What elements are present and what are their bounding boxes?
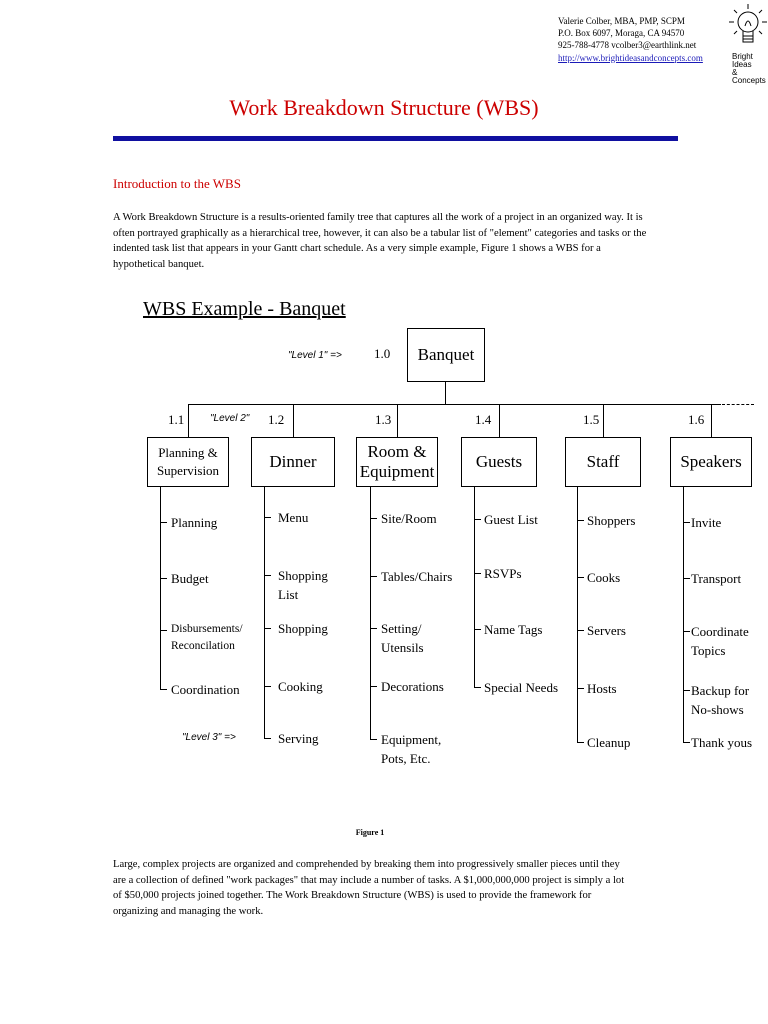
wbs-task-item: [381, 730, 441, 768]
task-label-line: RSVPs: [484, 566, 522, 581]
lightbulb-logo-icon: [728, 2, 768, 58]
task-label-line: List: [278, 587, 299, 602]
leaf-connector: [577, 520, 584, 521]
branch-box: [670, 437, 752, 487]
wbs-task-item: [587, 621, 626, 640]
leaf-connector: [370, 628, 377, 629]
leaf-connector: [683, 522, 690, 523]
wbs-task-item: [278, 566, 328, 604]
leaf-connector: [264, 517, 271, 518]
branch-label-line: Supervision: [156, 463, 220, 478]
level-3-label: "Level 3" =>: [182, 732, 236, 743]
leaf-connector: [160, 689, 167, 690]
leaf-connector: [683, 578, 690, 579]
wbs-task-item: [171, 513, 217, 532]
level-2-label: "Level 2": [210, 413, 250, 424]
intro-paragraph: A Work Breakdown Structure is a results-oriented family tree that captures all the work of a project in an organized way. It is often portrayed graphically as a hierarchical tree, however, it can also be a tabular list of "element" categories and tasks or the indented task list that appears in your Gantt chart schedule. As a very simple example, Figure 1 shows a WBS for a hypothetical banquet.: [113, 212, 647, 270]
task-label-line: Pots, Etc.: [381, 751, 431, 766]
wbs-task-item: [278, 508, 308, 527]
task-label-line: Reconcilation: [171, 640, 235, 652]
branch-number: 1.1: [168, 412, 185, 427]
wbs-task-item: [278, 729, 318, 748]
leaf-connector: [683, 631, 690, 632]
wbs-task-item: [381, 509, 437, 528]
task-label-line: Equipment,: [381, 732, 442, 747]
leaf-connector: [474, 519, 481, 520]
wbs-task-item: [381, 677, 444, 696]
branch-label-line: Speakers: [680, 452, 742, 471]
branch-connector: [397, 404, 398, 437]
branch-box: [356, 437, 438, 487]
title-divider: [113, 136, 678, 141]
wbs-task-item: [484, 620, 542, 639]
leaf-connector: [160, 522, 167, 523]
leaf-connector: [264, 628, 271, 629]
branch-stem-line: [160, 487, 161, 689]
task-label-line: Guest List: [484, 512, 538, 527]
page-title: Work Breakdown Structure (WBS): [229, 95, 539, 120]
branch-number: 1.5: [583, 412, 600, 427]
task-label-line: Utensils: [381, 640, 424, 655]
task-label-line: Thank yous: [691, 735, 753, 750]
branch-stem-line: [474, 487, 475, 687]
contact-address: P.O. Box 6097, Moraga, CA 94570: [558, 28, 685, 39]
leaf-connector: [370, 576, 377, 577]
branch-stem-line: [577, 487, 578, 742]
task-label-line: Cleanup: [587, 735, 631, 750]
task-label-line: Planning: [171, 515, 218, 530]
task-label-line: Serving: [278, 731, 319, 746]
leaf-connector: [577, 630, 584, 631]
branch-number: 1.3: [375, 412, 392, 427]
branch-number: 1.6: [688, 412, 705, 427]
leaf-connector: [683, 690, 690, 691]
wbs-task-item: [171, 621, 243, 655]
level-2-bus-line: [188, 404, 721, 405]
branch-stem-line: [370, 487, 371, 739]
wbs-task-item: [381, 619, 424, 657]
leaf-connector: [474, 573, 481, 574]
leaf-connector: [264, 738, 271, 739]
branch-stem-line: [264, 487, 265, 738]
branch-label-line: Guests: [475, 452, 523, 471]
branch-label-line: Planning &: [158, 445, 218, 460]
branch-label-line: Room &: [367, 442, 427, 461]
wbs-task-item: [587, 568, 620, 587]
branch-connector: [711, 404, 712, 437]
branch-number: 1.4: [475, 412, 492, 427]
task-label-line: Disbursements/: [171, 623, 243, 635]
wbs-task-item: [484, 678, 558, 697]
task-label-line: Transport: [691, 571, 742, 586]
figure-title: WBS Example - Banquet: [143, 298, 346, 320]
branch-box: [461, 437, 537, 487]
branch-connector: [603, 404, 604, 437]
task-label-line: Coordination: [171, 682, 240, 697]
contact-website-link[interactable]: http://www.brightideasandconcepts.com: [558, 52, 703, 63]
wbs-task-item: [587, 511, 635, 530]
contact-phone-email: 925-788-4778 vcolber3@earthlink.net: [558, 40, 697, 51]
task-label-line: Cooks: [587, 570, 621, 585]
leaf-connector: [160, 578, 167, 579]
branch-box: [565, 437, 641, 487]
task-label-line: Menu: [278, 510, 309, 525]
task-label-line: Setting/: [381, 621, 422, 636]
leaf-connector: [577, 742, 584, 743]
leaf-connector: [160, 630, 167, 631]
branch-box: [147, 437, 229, 487]
task-label-line: Shopping: [278, 568, 328, 583]
contact-block: [558, 15, 703, 64]
leaf-connector: [474, 629, 481, 630]
task-label-line: Coordinate: [691, 624, 749, 639]
leaf-connector: [370, 686, 377, 687]
wbs-task-item: [691, 569, 741, 588]
task-label-line: No-shows: [691, 702, 744, 717]
leaf-connector: [683, 742, 690, 743]
branch-label-line: Staff: [586, 452, 620, 471]
wbs-task-item: [484, 564, 522, 583]
logo-text: Bright Ideas & Concepts: [732, 52, 766, 85]
leaf-connector: [264, 575, 271, 576]
task-label-line: Shoppers: [587, 513, 636, 528]
task-label-line: Cooking: [278, 679, 323, 694]
leaf-connector: [577, 688, 584, 689]
task-label-line: Tables/Chairs: [381, 569, 453, 584]
task-label-line: Decorations: [381, 679, 444, 694]
wbs-task-item: [691, 513, 721, 532]
task-label-line: Servers: [587, 623, 626, 638]
branch-stem-line: [683, 487, 684, 742]
task-label-line: Name Tags: [484, 622, 543, 637]
task-label-line: Shopping: [278, 621, 328, 636]
root-box-banquet: Banquet: [407, 328, 485, 382]
task-label-line: Budget: [171, 571, 209, 586]
task-label-line: Hosts: [587, 681, 617, 696]
branch-connector: [293, 404, 294, 437]
task-label-line: Special Needs: [484, 680, 559, 695]
contact-name: Valerie Colber, MBA, PMP, SCPM: [558, 16, 685, 26]
wbs-task-item: [691, 733, 752, 752]
wbs-task-item: [587, 679, 617, 698]
level-2-bus-dashed-extension: [722, 404, 754, 405]
root-number: 1.0: [374, 346, 391, 361]
branch-number: 1.2: [268, 412, 285, 427]
level-1-label: "Level 1" =>: [288, 350, 342, 361]
wbs-task-item: [691, 622, 749, 660]
leaf-connector: [577, 577, 584, 578]
leaf-connector: [474, 687, 481, 688]
task-label-line: Backup for: [691, 683, 750, 698]
leaf-connector: [264, 686, 271, 687]
branch-label-line: Dinner: [269, 452, 317, 471]
leaf-connector: [370, 739, 377, 740]
wbs-task-item: [691, 681, 749, 719]
task-label-line: Invite: [691, 515, 722, 530]
wbs-task-item: [278, 677, 323, 696]
leaf-connector: [370, 518, 377, 519]
branch-connector: [188, 404, 189, 437]
intro-heading: Introduction to the WBS: [113, 176, 241, 191]
task-label-line: Topics: [691, 643, 726, 658]
branch-box: [251, 437, 335, 487]
root-connector: [445, 382, 446, 404]
wbs-task-item: [278, 619, 328, 638]
branch-connector: [499, 404, 500, 437]
closing-paragraph: Large, complex projects are organized and comprehended by breaking them into progressively smaller pieces until they are a collection of defined "work packages" that may include a number of tasks. A $1,000,000,000 project is simply a lot of $50,000 projects joined together. The Work Breakdown Structure (WBS) is used to provide the framework for organizing and managing the work.: [113, 859, 625, 917]
branch-label-line: Equipment: [359, 462, 435, 481]
wbs-task-item: [484, 510, 538, 529]
task-label-line: Site/Room: [381, 511, 437, 526]
wbs-task-item: [587, 733, 630, 752]
figure-caption: Figure 1: [355, 828, 385, 837]
wbs-task-item: [381, 567, 452, 586]
wbs-task-item: [171, 680, 240, 699]
wbs-task-item: [171, 569, 209, 588]
